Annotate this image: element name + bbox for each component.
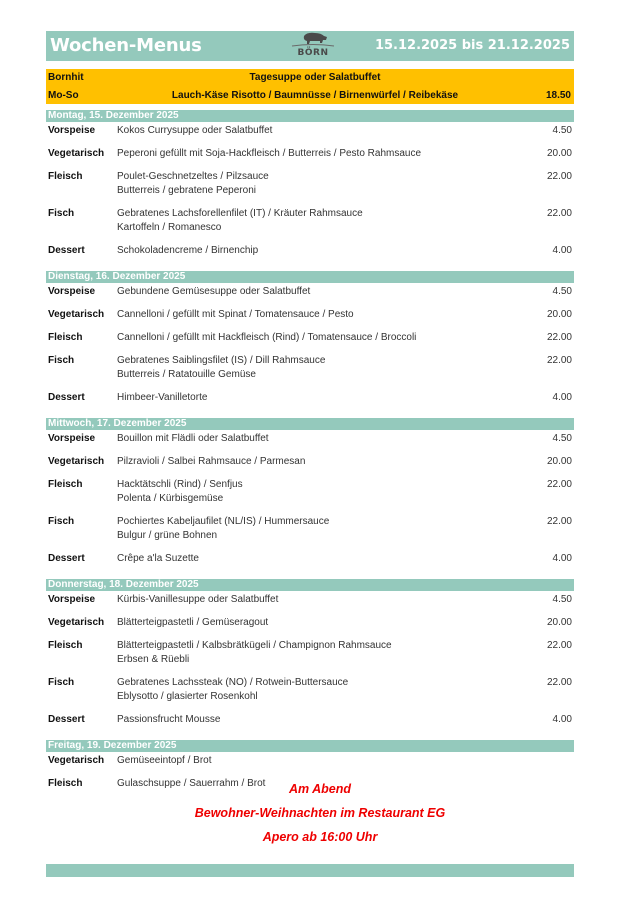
menu-description-line: Cannelloni / gefüllt mit Spinat / Tomatensauce / Pesto — [117, 309, 354, 320]
bornhit-price: 18.50 — [545, 90, 571, 101]
menu-description-line: Butterreis / gebratene Peperoni — [117, 185, 256, 196]
page-title: Wochen-Menus — [50, 35, 202, 56]
menu-description-line: Bouillon mit Flädli oder Salatbuffet — [117, 433, 269, 444]
menu-item — [46, 306, 574, 329]
days-container — [46, 110, 574, 798]
menu-item — [46, 329, 574, 352]
menu-description-line: Bulgur / grüne Bohnen — [117, 530, 218, 541]
menu-category: Vegetarisch — [48, 148, 105, 159]
menu-description-line: Gemüseeintopf / Brot — [117, 755, 212, 766]
menu-price: 4.00 — [552, 245, 572, 256]
menu-item — [46, 591, 574, 614]
menu-category: Vegetarisch — [48, 456, 105, 467]
menu-description-line: Eblysotto / glasierter Rosenkohl — [117, 691, 258, 702]
menu-price: 4.00 — [552, 714, 572, 725]
menu-description — [117, 285, 310, 299]
footer-bar — [46, 864, 574, 877]
logo-text: BÖRN — [297, 48, 329, 58]
menu-description — [117, 432, 269, 446]
menu-description-line: Gebratenes Lachsforellenfilet (IT) / Kräuter Rahmsauce — [117, 208, 363, 219]
menu-item — [46, 711, 574, 734]
menu-price: 4.00 — [552, 553, 572, 564]
menu-description-line: Polenta / Kürbisgemüse — [117, 493, 224, 504]
menu-price: 4.50 — [552, 125, 572, 136]
day-section — [46, 579, 574, 734]
menu-description — [117, 331, 416, 345]
menu-price: 22.00 — [546, 355, 572, 366]
menu-description-line: Kürbis-Vanillesuppe oder Salatbuffet — [117, 594, 279, 605]
menu-description-line: Himbeer-Vanilletorte — [117, 392, 208, 403]
bornhit-section — [46, 69, 574, 104]
title-bar — [46, 31, 574, 61]
menu-description — [117, 639, 392, 667]
menu-description — [117, 147, 421, 161]
menu-category: Dessert — [48, 245, 85, 256]
day-section — [46, 271, 574, 412]
boar-icon — [290, 32, 336, 48]
day-header: Dienstag, 16. Dezember 2025 — [46, 271, 574, 283]
menu-description — [117, 455, 305, 469]
menu-description-line: Butterreis / Ratatouille Gemüse — [117, 369, 256, 380]
menu-price: 4.00 — [552, 392, 572, 403]
evening-notes — [0, 782, 640, 854]
menu-price: 20.00 — [546, 617, 572, 628]
menu-category: Fisch — [48, 516, 75, 527]
menu-price: 4.50 — [552, 286, 572, 297]
menu-description-line: Cannelloni / gefüllt mit Hackfleisch (Rind) / Tomatensauce / Broccoli — [117, 332, 417, 343]
menu-category: Dessert — [48, 392, 85, 403]
menu-item — [46, 205, 574, 242]
menu-category: Vegetarisch — [48, 309, 105, 320]
menu-category: Fisch — [48, 355, 75, 366]
menu-price: 4.50 — [552, 433, 572, 444]
menu-description — [117, 478, 243, 506]
menu-description-line: Pochiertes Kabeljaufilet (NL/IS) / Hummersauce — [117, 516, 330, 527]
menu-description — [117, 616, 268, 630]
menu-description — [117, 515, 329, 543]
day-section — [46, 110, 574, 265]
menu-page — [46, 31, 574, 798]
menu-item — [46, 637, 574, 674]
menu-description — [117, 391, 207, 405]
menu-description — [117, 676, 348, 704]
menu-price: 22.00 — [546, 640, 572, 651]
menu-item — [46, 242, 574, 265]
menu-category: Dessert — [48, 714, 85, 725]
menu-category: Vorspeise — [48, 125, 96, 136]
day-header: Montag, 15. Dezember 2025 — [46, 110, 574, 122]
menu-category: Vorspeise — [48, 594, 96, 605]
menu-category: Vorspeise — [48, 286, 96, 297]
logo — [290, 32, 336, 60]
menu-description — [117, 552, 199, 566]
menu-description — [117, 308, 354, 322]
menu-item — [46, 283, 574, 306]
menu-item — [46, 476, 574, 513]
menu-category: Fleisch — [48, 640, 83, 651]
menu-description-line: Pilzravioli / Salbei Rahmsauce / Parmesan — [117, 456, 306, 467]
menu-description-line: Blätterteigpastetli / Kalbsbrätkügeli / Champignon Rahmsauce — [117, 640, 392, 651]
menu-category: Dessert — [48, 553, 85, 564]
menu-category: Fleisch — [48, 479, 83, 490]
menu-category: Fisch — [48, 677, 75, 688]
menu-description — [117, 713, 220, 727]
evening-note-title: Am Abend — [288, 782, 352, 796]
menu-price: 22.00 — [546, 208, 572, 219]
menu-price: 20.00 — [546, 148, 572, 159]
menu-description-line: Peperoni gefüllt mit Soja-Hackfleisch / Butterreis / Pesto Rahmsauce — [117, 148, 422, 159]
menu-description-line: Gebundene Gemüsesuppe oder Salatbuffet — [117, 286, 311, 297]
menu-description — [117, 354, 325, 382]
bornhit-label: Bornhit — [48, 72, 84, 83]
menu-item — [46, 614, 574, 637]
menu-item — [46, 145, 574, 168]
menu-category: Vegetarisch — [48, 617, 105, 628]
menu-description-line: Hacktätschli (Rind) / Senfjus — [117, 479, 243, 490]
menu-item — [46, 430, 574, 453]
day-header: Freitag, 19. Dezember 2025 — [46, 740, 574, 752]
menu-category: Vegetarisch — [48, 755, 105, 766]
bornhit-days: Mo-So — [48, 90, 79, 101]
day-header: Donnerstag, 18. Dezember 2025 — [46, 579, 574, 591]
menu-description-line: Schokoladencreme / Birnenchip — [117, 245, 259, 256]
menu-item — [46, 453, 574, 476]
date-range: 15.12.2025 bis 21.12.2025 — [374, 38, 570, 53]
menu-item — [46, 513, 574, 550]
menu-description-line: Blätterteigpastetli / Gemüseragout — [117, 617, 269, 628]
menu-price: 22.00 — [546, 479, 572, 490]
menu-category: Fleisch — [48, 332, 83, 343]
bornhit-starter: Tagesuppe oder Salatbuffet — [249, 72, 381, 83]
menu-description-line: Gebratenes Saiblingsfilet (IS) / Dill Rahmsauce — [117, 355, 326, 366]
menu-description-line: Passionsfrucht Mousse — [117, 714, 221, 725]
menu-item — [46, 352, 574, 389]
menu-price: 4.50 — [552, 594, 572, 605]
menu-price: 20.00 — [546, 309, 572, 320]
menu-price: 22.00 — [546, 332, 572, 343]
menu-category: Vorspeise — [48, 433, 96, 444]
menu-price: 22.00 — [546, 677, 572, 688]
day-header: Mittwoch, 17. Dezember 2025 — [46, 418, 574, 430]
menu-description-line: Gebratenes Lachssteak (NO) / Rotwein-Buttersauce — [117, 677, 349, 688]
menu-description — [117, 244, 258, 258]
menu-item — [46, 674, 574, 711]
menu-description-line: Gulaschsuppe / Sauerrahm / Brot — [117, 778, 266, 789]
menu-description-line: Poulet-Geschnetzeltes / Pilzsauce — [117, 171, 269, 182]
menu-description-line: Kokos Currysuppe oder Salatbuffet — [117, 125, 273, 136]
menu-item — [46, 389, 574, 412]
menu-description — [117, 170, 269, 198]
menu-description — [117, 124, 272, 138]
menu-category: Fleisch — [48, 171, 83, 182]
day-section — [46, 418, 574, 573]
menu-item — [46, 168, 574, 205]
menu-description-line: Erbsen & Rüebli — [117, 654, 190, 665]
menu-item — [46, 550, 574, 573]
menu-item — [46, 752, 574, 775]
menu-description — [117, 207, 363, 235]
menu-category: Fisch — [48, 208, 75, 219]
menu-description — [117, 593, 278, 607]
menu-description-line: Crêpe a'la Suzette — [117, 553, 199, 564]
menu-description-line: Kartoffeln / Romanesco — [117, 222, 222, 233]
menu-price: 20.00 — [546, 456, 572, 467]
menu-price: 22.00 — [546, 171, 572, 182]
evening-note-time: Apero ab 16:00 Uhr — [262, 830, 378, 844]
menu-item — [46, 122, 574, 145]
menu-description — [117, 754, 212, 768]
evening-note-event: Bewohner-Weihnachten im Restaurant EG — [194, 806, 446, 820]
menu-category: Fleisch — [48, 778, 83, 789]
menu-price: 22.00 — [546, 516, 572, 527]
bornhit-main: Lauch-Käse Risotto / Baumnüsse / Birnenwürfel / Reibekäse — [171, 90, 459, 101]
